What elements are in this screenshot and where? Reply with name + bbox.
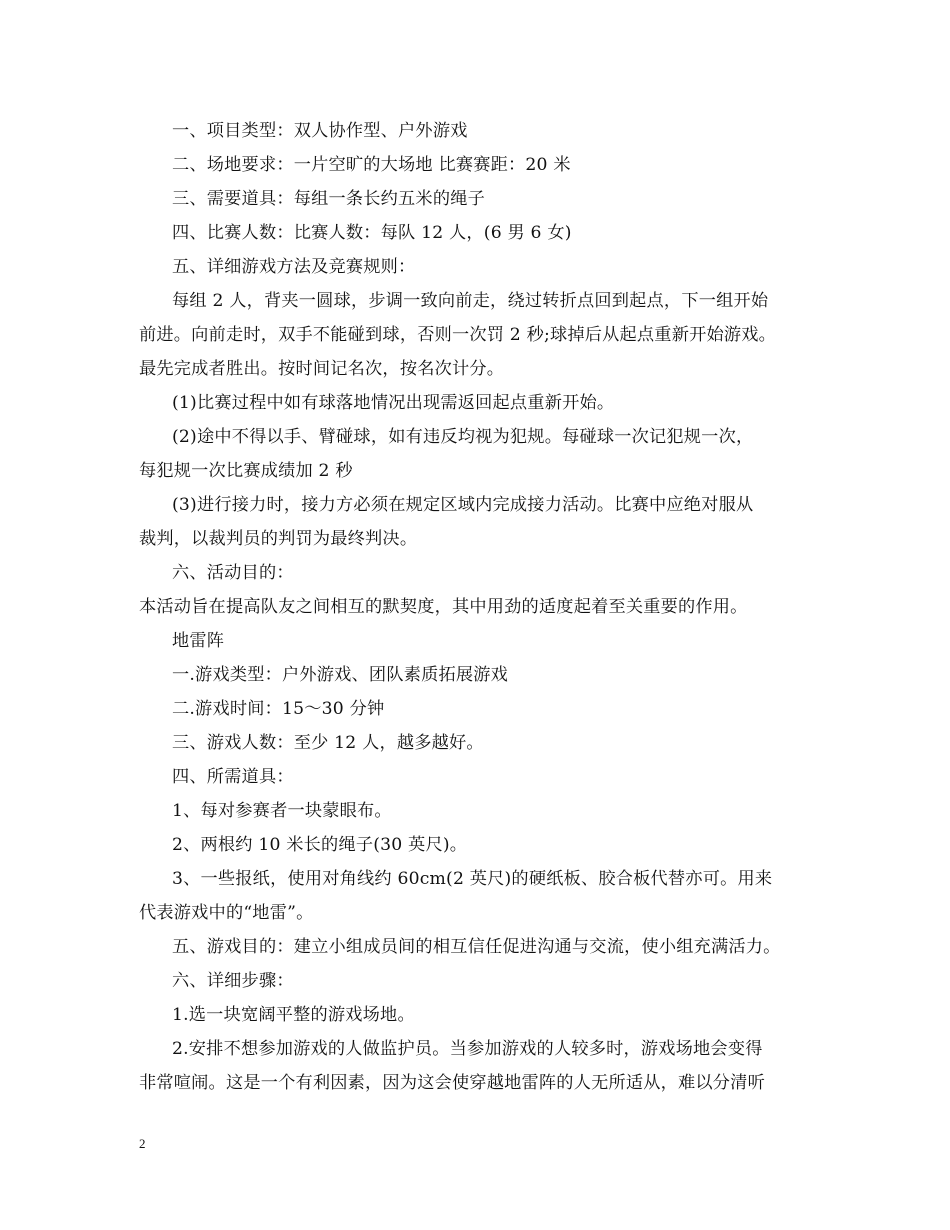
text-line: 非常喧闹。这是一个有利因素，因为这会使穿越地雷阵的人无所适从，难以分清听 — [139, 1073, 765, 1093]
text-line: 四、比赛人数：比赛人数：每队 12 人，(6 男 6 女) — [172, 223, 572, 243]
text-line: 前进。向前走时，双手不能碰到球，否则一次罚 2 秒;球掉后从起点重新开始游戏。 — [139, 325, 777, 345]
text-line: (3)进行接力时，接力方必须在规定区域内完成接力活动。比赛中应绝对服从 — [172, 495, 754, 515]
text-line: 二、场地要求：一片空旷的大场地 比赛赛距：20 米 — [172, 155, 571, 175]
text-line: 六、详细步骤： — [172, 971, 294, 991]
text-line: 1.选一块宽阔平整的游戏场地。 — [172, 1005, 415, 1025]
text-line: 裁判，以裁判员的判罚为最终判决。 — [139, 529, 418, 549]
text-line: 2.安排不想参加游戏的人做监护员。当参加游戏的人较多时，游戏场地会变得 — [172, 1039, 763, 1059]
text-line: (1)比赛过程中如有球落地情况出现需返回起点重新开始。 — [172, 393, 615, 413]
document-body — [139, 114, 829, 1100]
text-line: 三、游戏人数：至少 12 人，越多越好。 — [172, 733, 484, 753]
text-line: 五、游戏目的：建立小组成员间的相互信任促进沟通与交流，使小组充满活力。 — [172, 937, 781, 957]
text-line: 2、两根约 10 米长的绳子(30 英尺)。 — [172, 835, 468, 855]
text-line: 本活动旨在提高队友之间相互的默契度，其中用劲的适度起着至关重要的作用。 — [139, 597, 748, 617]
text-line: (2)途中不得以手、臂碰球，如有违反均视为犯规。每碰球一次记犯规一次， — [172, 427, 754, 447]
text-line: 一.游戏类型：户外游戏、团队素质拓展游戏 — [172, 665, 509, 685]
text-line: 地雷阵 — [172, 631, 225, 651]
text-line: 1、每对参赛者一块蒙眼布。 — [172, 801, 392, 821]
text-line: 3、一些报纸，使用对角线约 60cm(2 英尺)的硬纸板、胶合板代替亦可。用来 — [172, 869, 773, 889]
text-line: 一、项目类型：双人协作型、户外游戏 — [172, 121, 468, 141]
text-line: 四、所需道具： — [172, 767, 294, 787]
text-line: 二.游戏时间：15～30 分钟 — [172, 699, 385, 719]
text-line: 每犯规一次比赛成绩加 2 秒 — [139, 461, 353, 481]
text-line: 三、需要道具：每组一条长约五米的绳子 — [172, 189, 485, 209]
text-line: 六、活动目的： — [172, 563, 294, 583]
page-number: 2 — [139, 1136, 146, 1151]
text-line: 每组 2 人，背夹一圆球，步调一致向前走，绕过转折点回到起点，下一组开始 — [172, 291, 769, 311]
text-line: 最先完成者胜出。按时间记名次，按名次计分。 — [139, 359, 505, 379]
text-line: 五、详细游戏方法及竞赛规则： — [172, 257, 416, 277]
text-line: 代表游戏中的“地雷”。 — [139, 903, 314, 923]
